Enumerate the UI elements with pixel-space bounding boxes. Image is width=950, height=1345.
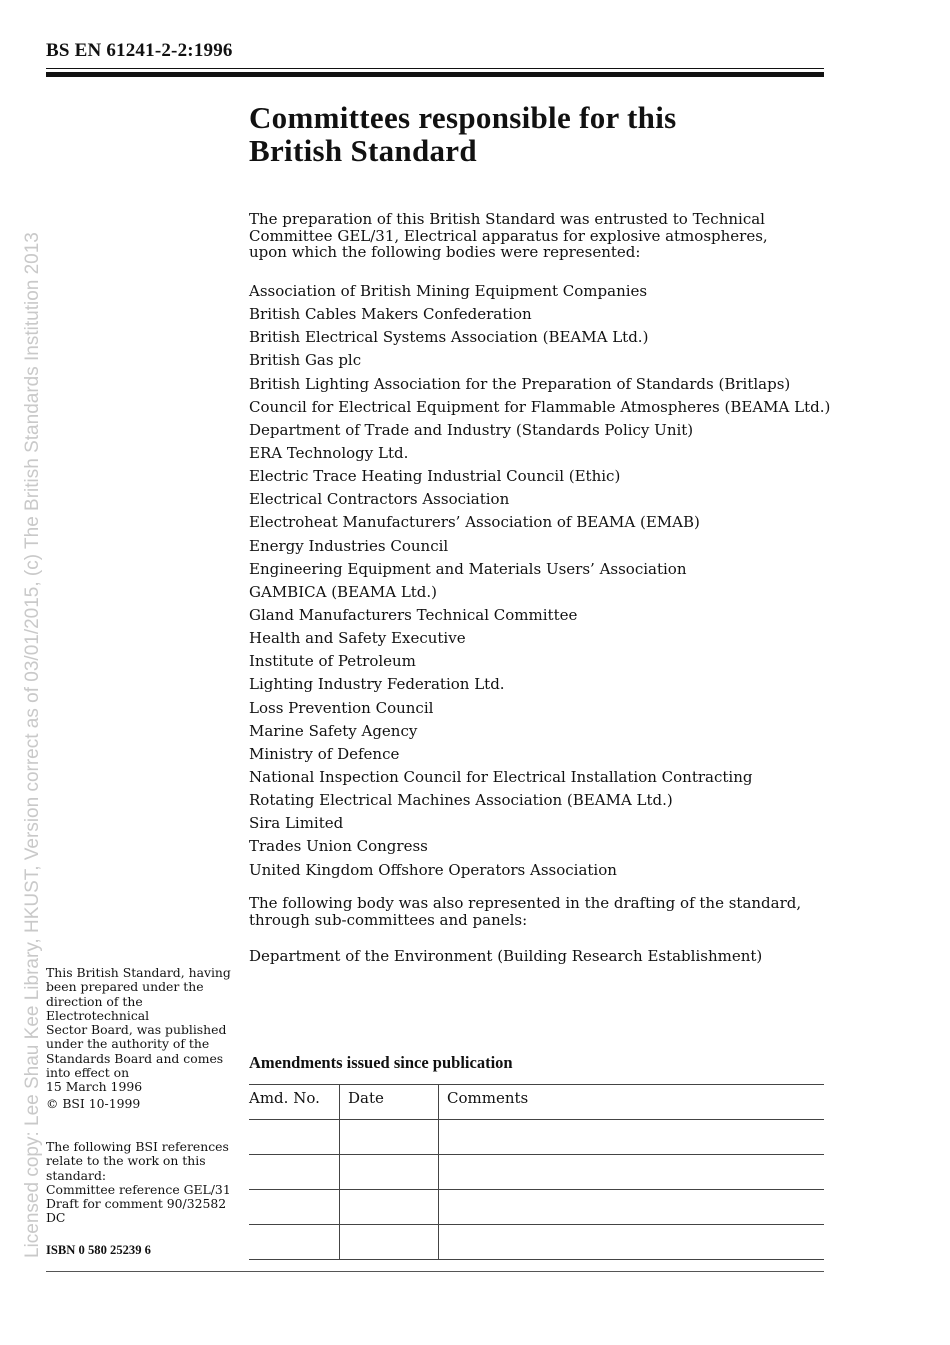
header-rule-thin <box>46 68 824 69</box>
page-title-line-1: Committees responsible for this <box>249 100 677 135</box>
list-item: British Cables Makers Confederation <box>249 305 532 324</box>
table-cell <box>439 1190 825 1225</box>
table-cell <box>439 1155 825 1190</box>
bsi-references-line: Draft for comment 90/32582 DC <box>46 1196 227 1226</box>
list-item: GAMBICA (BEAMA Ltd.) <box>249 582 438 601</box>
table-row <box>249 1190 824 1225</box>
intro-paragraph: The preparation of this British Standard was entrusted to Technical Committee GEL/31, Electrical apparatus for explosive atmospheres, upon which the following bodies were represented: <box>249 210 768 261</box>
publication-note-line: direction of the Electrotechnical <box>46 993 150 1023</box>
publication-note-line: under the authority of the <box>46 1036 210 1052</box>
represented-bodies-list <box>249 281 829 883</box>
publication-note-line: Sector Board, was published <box>46 1022 227 1038</box>
table-cell <box>439 1225 825 1260</box>
publication-note <box>46 966 238 1095</box>
list-item: Energy Industries Council <box>249 536 449 555</box>
isbn: ISBN 0 580 25239 6 <box>46 1243 151 1257</box>
header-rule-thick <box>46 72 824 77</box>
page-title-line-2: British Standard <box>249 133 477 168</box>
column-header-date: Date <box>340 1085 439 1120</box>
list-item: Electrical Contractors Association <box>249 490 510 509</box>
list-item: Sira Limited <box>249 814 344 833</box>
column-header-comments: Comments <box>439 1085 825 1120</box>
amendments-table <box>249 1084 824 1260</box>
table-cell <box>340 1190 439 1225</box>
copyright-notice: © BSI 10-1999 <box>46 1096 141 1111</box>
table-row <box>249 1120 824 1155</box>
list-item: Department of Trade and Industry (Standards Policy Unit) <box>249 420 694 439</box>
table-row <box>249 1225 824 1260</box>
list-item: Association of British Mining Equipment Companies <box>249 282 648 300</box>
list-item: Loss Prevention Council <box>249 698 434 717</box>
list-item: ERA Technology Ltd. <box>249 443 409 462</box>
list-item: Trades Union Congress <box>249 837 428 856</box>
also-represented-body: Department of the Environment (Building Research Establishment) <box>249 947 763 965</box>
table-row <box>249 1155 824 1190</box>
publication-note-line: Standards Board and comes <box>46 1050 224 1066</box>
list-item: National Inspection Council for Electrical Installation Contracting <box>249 767 753 786</box>
publication-note-line: into effect on <box>46 1065 130 1081</box>
list-item: Electroheat Manufacturers’ Association of BEAMA (EMAB) <box>249 513 700 532</box>
bsi-references-line: The following BSI references <box>46 1139 229 1154</box>
also-represented-paragraph: The following body was also represented in the drafting of the standard, through sub-committees and panels: <box>249 894 802 929</box>
table-cell <box>249 1190 340 1225</box>
license-watermark: Licensed copy: Lee Shau Kee Library, HKUST, Version correct as of 03/01/2015, (c) The British Standards Institution 2013 <box>22 232 43 1258</box>
publication-note-line: This British Standard, having <box>46 965 231 980</box>
table-cell <box>340 1155 439 1190</box>
list-item: Ministry of Defence <box>249 744 400 763</box>
table-cell <box>439 1120 825 1155</box>
list-item: British Lighting Association for the Preparation of Standards (Britlaps) <box>249 374 791 393</box>
list-item: Gland Manufacturers Technical Committee <box>249 605 578 624</box>
list-item: British Gas plc <box>249 351 362 370</box>
table-cell <box>249 1120 340 1155</box>
standard-number: BS EN 61241-2-2:1996 <box>46 40 233 61</box>
list-item: Electric Trace Heating Industrial Council (Ethic) <box>249 467 621 486</box>
bsi-references-line: Committee reference GEL/31 <box>46 1181 231 1197</box>
page-title <box>249 101 829 167</box>
bsi-references-line: relate to the work on this <box>46 1153 206 1169</box>
footer-rule <box>46 1271 824 1272</box>
bsi-references-line: standard: <box>46 1167 107 1183</box>
table-cell <box>249 1155 340 1190</box>
list-item: Marine Safety Agency <box>249 721 418 740</box>
table-cell <box>340 1225 439 1260</box>
list-item: Health and Safety Executive <box>249 629 466 648</box>
list-item: Engineering Equipment and Materials Users’ Association <box>249 559 687 578</box>
column-header-amd-no: Amd. No. <box>249 1085 340 1120</box>
bsi-references <box>46 1140 238 1226</box>
list-item: Institute of Petroleum <box>249 652 416 671</box>
amendments-heading: Amendments issued since publication <box>249 1053 513 1072</box>
table-cell <box>340 1120 439 1155</box>
table-cell <box>249 1225 340 1260</box>
publication-note-line: 15 March 1996 <box>46 1079 143 1095</box>
list-item: Rotating Electrical Machines Association (BEAMA Ltd.) <box>249 791 673 810</box>
table-header-row <box>249 1085 824 1120</box>
publication-note-line: been prepared under the <box>46 979 204 995</box>
list-item: Lighting Industry Federation Ltd. <box>249 675 505 694</box>
list-item: United Kingdom Offshore Operators Association <box>249 860 617 879</box>
list-item: British Electrical Systems Association (BEAMA Ltd.) <box>249 328 649 347</box>
list-item: Council for Electrical Equipment for Flammable Atmospheres (BEAMA Ltd.) <box>249 397 831 416</box>
